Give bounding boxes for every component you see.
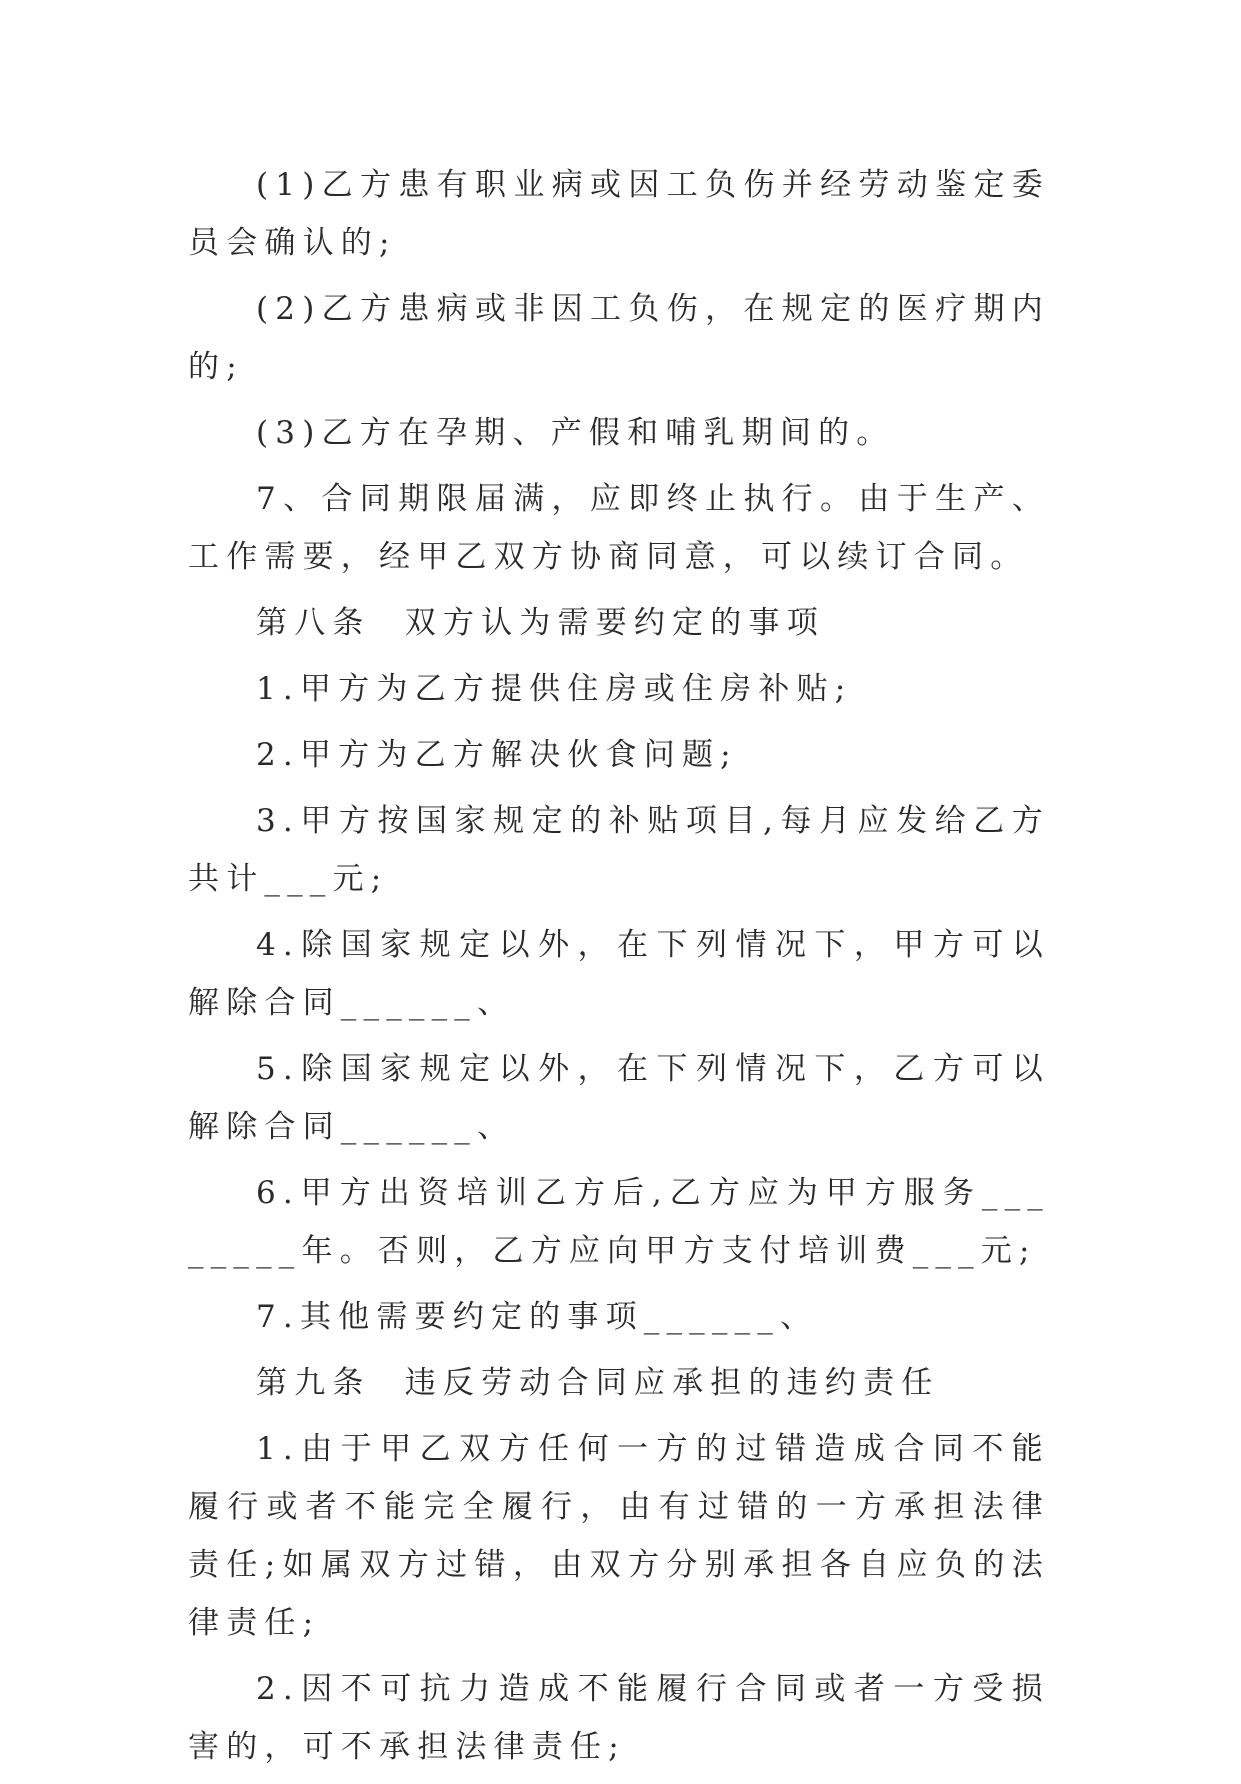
clause-paragraph: 1.由于甲乙双方任何一方的过错造成合同不能履行或者不能完全履行，由有过错的一方承担法律责任;如属双方过错，由双方分别承担各自应负的法律责任; bbox=[188, 1431, 1050, 1641]
section-heading: 第九条 违反劳动合同应承担的违约责任 bbox=[256, 1365, 940, 1401]
clause-paragraph: (2)乙方患病或非因工负伤，在规定的医疗期内的; bbox=[188, 291, 1050, 385]
clause-paragraph: (3)乙方在孕期、产假和哺乳期间的。 bbox=[256, 415, 895, 451]
clause-paragraph: 2.因不可抗力造成不能履行合同或者一方受损害的，可不承担法律责任; bbox=[188, 1671, 1050, 1765]
clause-paragraph: (1)乙方患有职业病或因工负伤并经劳动鉴定委员会确认的; bbox=[188, 167, 1050, 261]
clause-paragraph: 5.除国家规定以外，在下列情况下，乙方可以解除合同______、 bbox=[188, 1051, 1050, 1145]
clause-paragraph: 7、合同期限届满，应即终止执行。由于生产、工作需要，经甲乙双方协商同意，可以续订合同。 bbox=[188, 481, 1050, 575]
clause-paragraph: 3.甲方按国家规定的补贴项目,每月应发给乙方共计___元; bbox=[188, 803, 1050, 897]
clause-paragraph: 6.甲方出资培训乙方后,乙方应为甲方服务________年。否则，乙方应向甲方支付培训费___元; bbox=[188, 1175, 1050, 1269]
clause-paragraph: 2.甲方为乙方解决伙食问题; bbox=[256, 737, 738, 773]
clause-paragraph: 4.除国家规定以外，在下列情况下，甲方可以解除合同______、 bbox=[188, 927, 1050, 1021]
section-heading: 第八条 双方认为需要约定的事项 bbox=[256, 605, 825, 641]
clause-paragraph: 7.其他需要约定的事项______、 bbox=[256, 1299, 819, 1335]
clause-paragraph: 1.甲方为乙方提供住房或住房补贴; bbox=[256, 671, 853, 707]
document-body bbox=[188, 156, 1050, 1784]
